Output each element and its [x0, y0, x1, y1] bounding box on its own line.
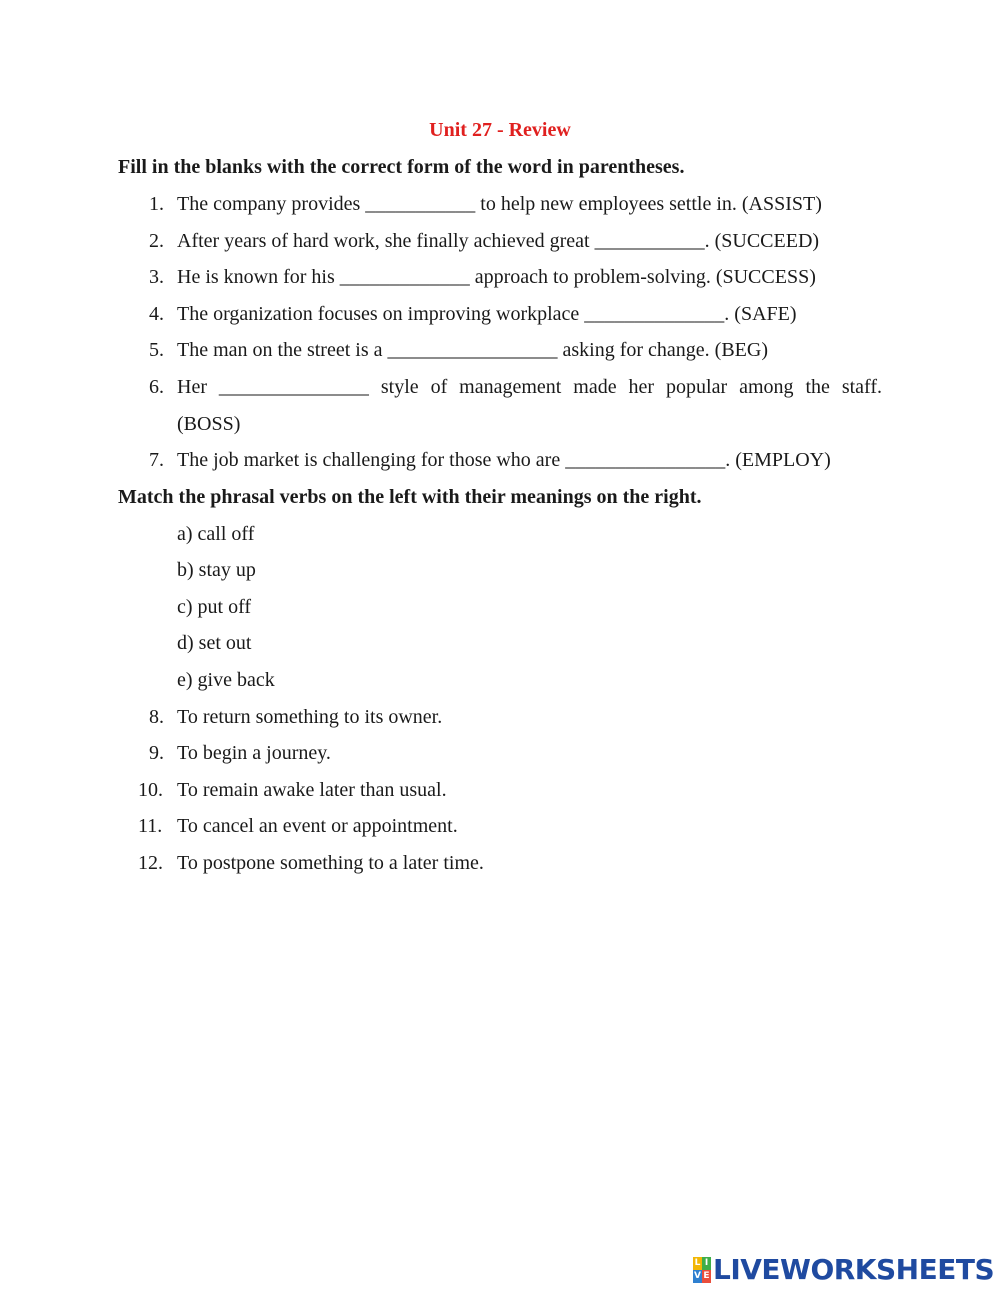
question-text: The organization focuses on improving workplace ______________. (SAFE) [177, 303, 797, 325]
question-number: 3. [149, 266, 164, 288]
liveworksheets-logo [693, 1253, 994, 1287]
section-1-heading: Fill in the blanks with the correct form of the word in parentheses. [118, 156, 685, 178]
logo-mark-letter: L [694, 1258, 701, 1268]
question-text: To return something to its owner. [177, 706, 443, 728]
question-number: 12. [138, 852, 163, 874]
question-number: 11. [138, 815, 163, 837]
logo-mark-icon [693, 1257, 711, 1283]
question-text: The job market is challenging for those who are ________________. (EMPLOY) [177, 449, 831, 471]
question-text: To begin a journey. [177, 742, 331, 764]
logo-mark-letter: E [703, 1271, 710, 1281]
question-text: The company provides ___________ to help new employees settle in. (ASSIST) [177, 193, 822, 215]
option-c: c) put off [177, 596, 252, 618]
question-number: 9. [149, 742, 164, 764]
logo-mark-letter: V [694, 1271, 701, 1281]
option-d: d) set out [177, 632, 252, 654]
option-a: a) call off [177, 523, 255, 545]
question-number: 4. [149, 303, 164, 325]
question-text: He is known for his _____________ approach to problem-solving. (SUCCESS) [177, 266, 816, 288]
question-number: 1. [149, 193, 164, 215]
question-number: 2. [149, 230, 164, 252]
question-text: After years of hard work, she finally achieved great ___________. (SUCCEED) [177, 230, 820, 252]
question-number: 8. [149, 706, 164, 728]
option-e: e) give back [177, 669, 275, 691]
question-number: 6. [149, 376, 164, 398]
question-text: Her _______________ style of management made her popular among the staff. [177, 376, 882, 398]
logo-mark-letter: I [702, 1257, 711, 1270]
page-title: Unit 27 - Review [429, 119, 571, 141]
question-number: 5. [149, 339, 164, 361]
question-number: 10. [138, 779, 163, 801]
question-text: The man on the street is a _________________ asking for change. (BEG) [177, 339, 768, 361]
question-text-continued: (BOSS) [177, 413, 241, 435]
question-text: To remain awake later than usual. [177, 779, 447, 801]
option-b: b) stay up [177, 559, 256, 581]
question-text: To postpone something to a later time. [177, 852, 484, 874]
logo-text: LIVEWORKSHEETS [713, 1253, 995, 1286]
question-text: To cancel an event or appointment. [177, 815, 458, 837]
question-number: 7. [149, 449, 164, 471]
section-2-heading: Match the phrasal verbs on the left with their meanings on the right. [118, 486, 702, 508]
